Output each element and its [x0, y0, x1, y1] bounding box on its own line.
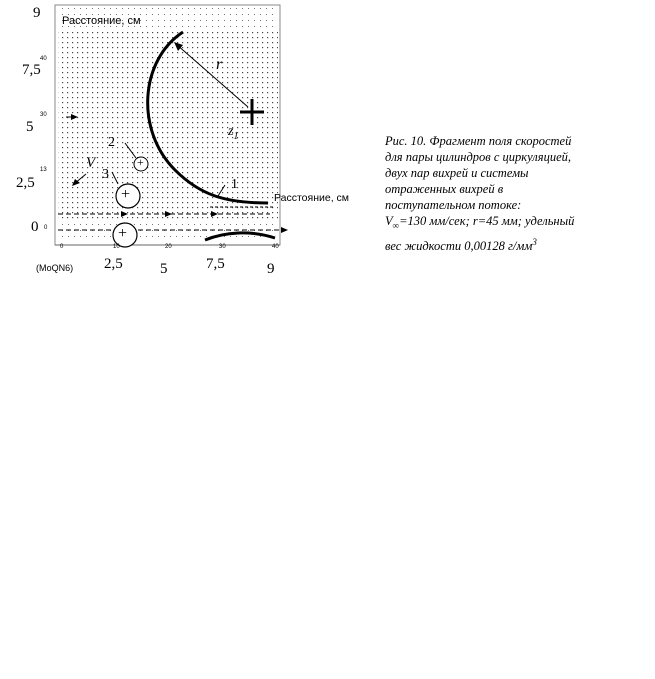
small-x-tick-20: 20: [165, 244, 172, 250]
figure-caption: [385, 133, 635, 254]
small-x-tick-10: 10: [113, 244, 120, 250]
center-label: $z_1$: [228, 124, 239, 142]
x-axis-label: Расстояние, см: [274, 192, 350, 204]
small-x-tick-40: 40: [272, 244, 279, 250]
x-tick-7-5: 7,5: [206, 256, 225, 272]
flow-arrowhead: [281, 227, 288, 233]
caption-line-4: отраженных вихрей в: [385, 182, 504, 196]
vector-field-bottom: [58, 220, 278, 242]
vortex-two-plus: +: [137, 155, 144, 169]
small-y-tick-0: 0: [44, 225, 48, 231]
vector-field-dense: [58, 30, 278, 220]
y-tick-7-5: 7,5: [22, 62, 41, 78]
vortex-two-label: 2: [108, 135, 115, 150]
y-tick-0: 0: [31, 219, 39, 235]
velocity-field-figure: [0, 0, 380, 290]
caption-line-1: Рис. 10. Фрагмент поля скоростей: [385, 134, 572, 148]
caption-line-6: $V_\infty=130$ мм/сек; r=45 мм; удельный: [385, 214, 575, 231]
y-tick-5: 5: [26, 119, 34, 135]
radius-label: r: [216, 56, 223, 73]
small-y-tick-13: 13: [40, 167, 47, 173]
x-tick-9: 9: [267, 261, 275, 277]
velocity-field-svg: [0, 0, 380, 290]
small-x-tick-0: 0: [60, 244, 64, 250]
y-tick-2-5: 2,5: [16, 175, 35, 191]
y-tick-9: 9: [33, 5, 41, 21]
bottom-left-label: (МоQN6): [36, 263, 74, 273]
velocity-label: V: [86, 155, 96, 171]
x-tick-5: 5: [160, 261, 168, 277]
vortex-three-label: 3: [102, 167, 109, 182]
x-tick-2-5: 2,5: [104, 256, 123, 272]
small-x-tick-30: 30: [219, 244, 226, 250]
caption-line-2: для пары цилиндров с циркуляцией,: [385, 150, 571, 164]
vortex-three-plus: +: [121, 186, 131, 203]
reflected-vortex-plus: +: [118, 225, 128, 242]
caption-line-7: вес жидкости 0,00128 $г/мм^3$: [385, 236, 537, 253]
small-y-tick-40: 40: [40, 56, 47, 62]
corner-axis-label: Расстояние, см: [62, 15, 141, 27]
caption-line-3: двух пар вихрей и системы: [385, 166, 529, 180]
caption-line-5: поступательном потоке:: [385, 198, 522, 212]
small-y-tick-30: 30: [40, 112, 47, 118]
curve-one-label: 1: [231, 177, 238, 192]
